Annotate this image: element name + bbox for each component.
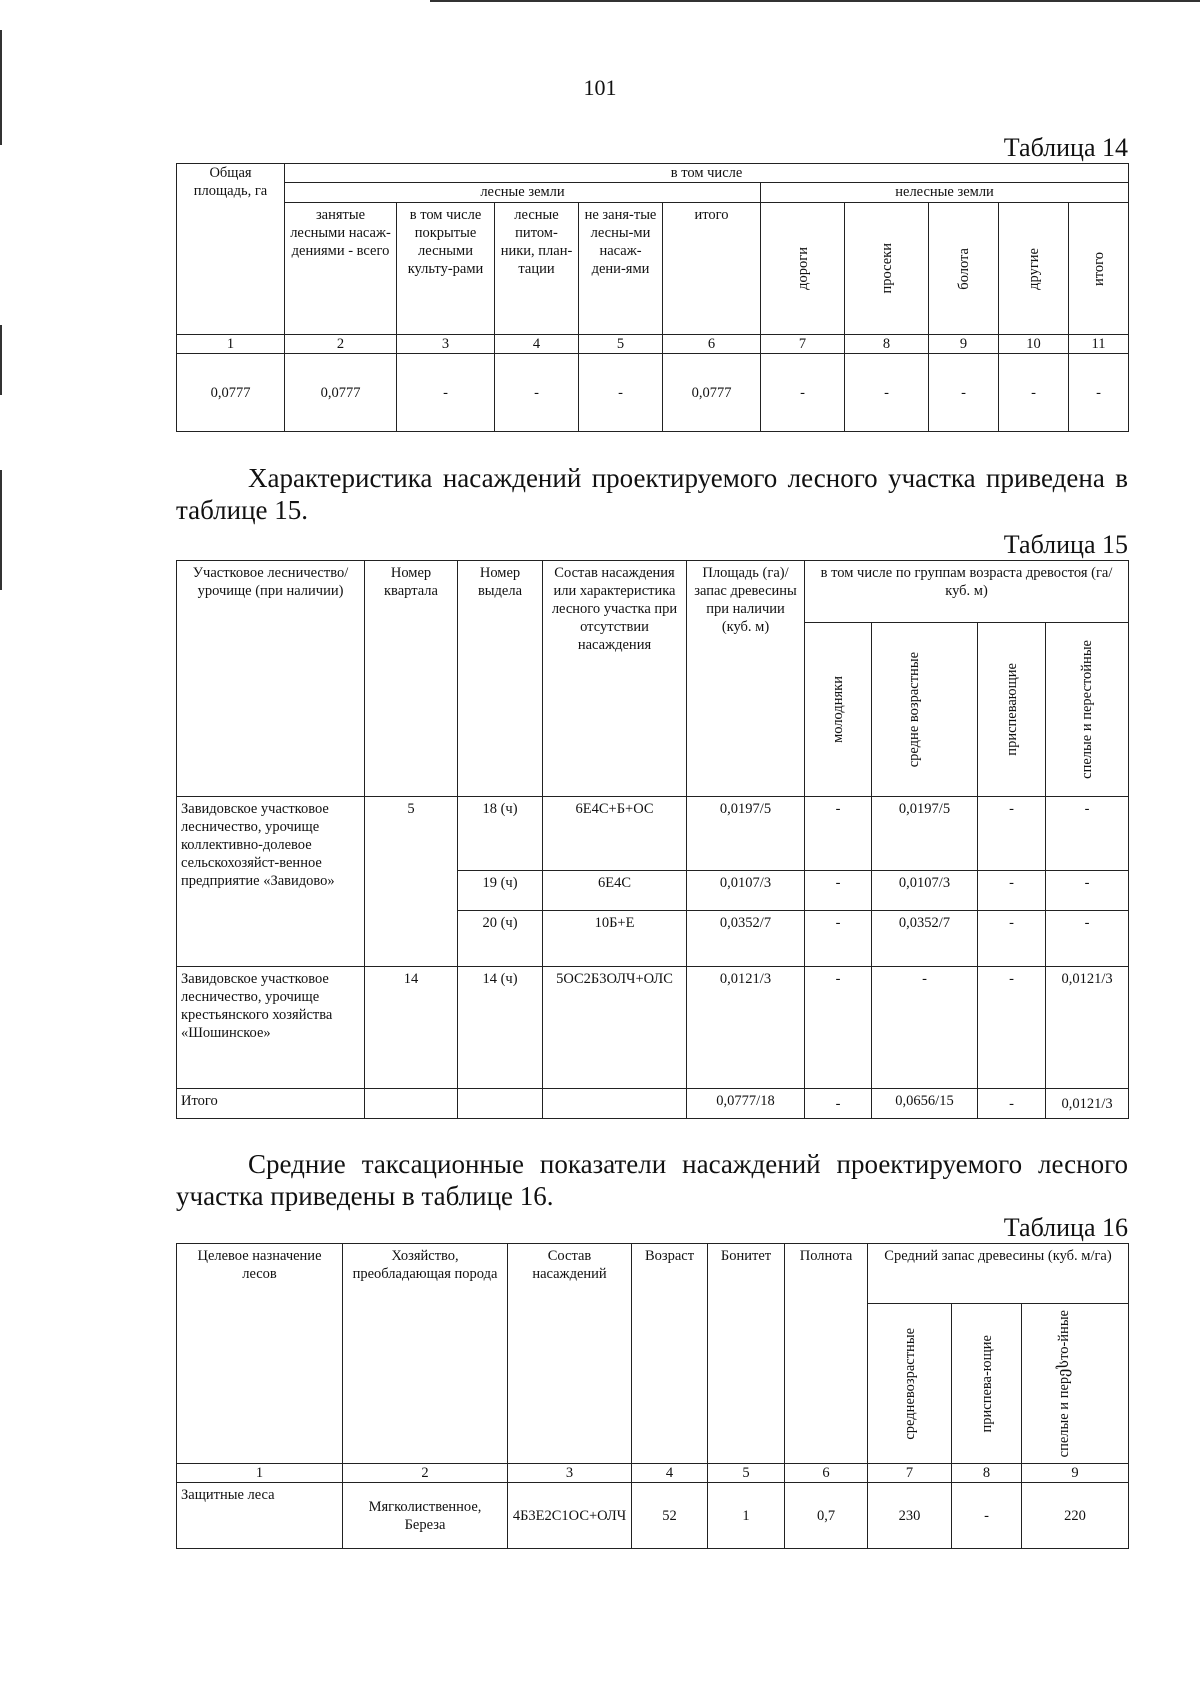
t14-cell: 0,0777: [177, 354, 285, 432]
t16-num: 5: [708, 1464, 785, 1483]
t14-h-col: [999, 203, 1069, 335]
t14-cell: -: [495, 354, 579, 432]
t14-num: 7: [761, 335, 845, 354]
t15-cell: -: [978, 797, 1046, 871]
t14-num: 9: [929, 335, 999, 354]
t15-cell: -: [805, 911, 872, 967]
t15-cell: 0,0107/3: [872, 871, 978, 911]
t15-cell: 20 (ч): [458, 911, 543, 967]
t15-cell: 0,0121/3: [687, 967, 805, 1089]
t15-h-quarter: Номер квартала: [365, 561, 458, 797]
t15-cell: 0,0197/5: [872, 797, 978, 871]
t16-h-bonitet: Бонитет: [708, 1244, 785, 1464]
t15-district-1: Завидовское участковое лесничество, урочище коллективно-долевое сельскохозяйст-венное предприятие «Завидово»: [177, 797, 365, 967]
t16-num: 7: [868, 1464, 952, 1483]
t15-h-plot: Номер выдела: [458, 561, 543, 797]
t16-h-age: Возраст: [632, 1244, 708, 1464]
t15-cell: 0,0352/7: [872, 911, 978, 967]
t15-quarter-2: 14: [365, 967, 458, 1089]
page-number: 101: [583, 75, 617, 100]
t15-total-cell: -: [805, 1089, 872, 1119]
t16-num: 3: [508, 1464, 632, 1483]
t15-cell: 0,0107/3: [687, 871, 805, 911]
t14-num: 2: [285, 335, 397, 354]
t15-h-group: [978, 623, 1046, 797]
t14-h-col-text: итого: [1090, 251, 1107, 286]
t14-h-nonforest: нелесные земли: [761, 183, 1129, 203]
t16-num: 8: [952, 1464, 1022, 1483]
t14-h-col: занятые лесными насаж-дениями - всего: [285, 203, 397, 335]
t14-h-col-text: другие: [1025, 247, 1042, 290]
t15-cell: -: [978, 911, 1046, 967]
t15-cell: 14 (ч): [458, 967, 543, 1089]
t16-h-purpose: Целевое назначение лесов: [177, 1244, 343, 1464]
t14-cell: -: [397, 354, 495, 432]
t16-num: 9: [1022, 1464, 1129, 1483]
t15-h-group: [805, 623, 872, 797]
t15-cell: -: [1046, 797, 1129, 871]
t14-num: 3: [397, 335, 495, 354]
t15-district-2: Завидовское участковое лесничество, урочище крестьянского хозяйства «Шошинское»: [177, 967, 365, 1089]
t16-cell: Мягколиственное, Береза: [343, 1483, 508, 1549]
t14-h-col: [1069, 203, 1129, 335]
t16-h-stock-col-text: средневозрастные: [901, 1327, 918, 1440]
t16-cell: 1: [708, 1483, 785, 1549]
paragraph-table-15-intro: Характеристика насаждений проектируемого лесного участка приведена в таблице 15.: [176, 463, 1128, 525]
t15-cell: -: [805, 967, 872, 1089]
scan-edge-mark: [0, 470, 2, 590]
t15-cell-empty: [543, 1089, 687, 1119]
t16-cell: 52: [632, 1483, 708, 1549]
scan-top-line: [430, 0, 1200, 2]
t14-num: 8: [845, 335, 929, 354]
t16-num: 4: [632, 1464, 708, 1483]
t14-h-col: лесные питом-ники, план-тации: [495, 203, 579, 335]
t14-num: 11: [1069, 335, 1129, 354]
t15-h-district: Участковое лесничество/урочище (при наличии): [177, 561, 365, 797]
t15-cell: -: [805, 797, 872, 871]
t15-cell: -: [978, 967, 1046, 1089]
t16-h-stock-col: [1022, 1304, 1129, 1464]
t16-cell: -: [952, 1483, 1022, 1549]
t15-total-cell: 0,0777/18: [687, 1089, 805, 1119]
t14-h-col: [845, 203, 929, 335]
t16-h-composition: Состав насаждений: [508, 1244, 632, 1464]
t15-cell: 6Е4С: [543, 871, 687, 911]
t14-num: 4: [495, 335, 579, 354]
paragraph-table-16-intro: Средние таксационные показатели насаждений проектируемого лесного участка приведены в таблице 16.: [176, 1149, 1128, 1211]
t14-num: 10: [999, 335, 1069, 354]
t16-cell: 4Б3Е2С1ОС+ОЛЧ: [508, 1483, 632, 1549]
t15-cell: 18 (ч): [458, 797, 543, 871]
t14-h-col: итого: [663, 203, 761, 335]
t15-cell: -: [1046, 911, 1129, 967]
t14-h-col-text: просеки: [878, 243, 895, 294]
t14-h-col: в том числе покрытые лесными культу-рами: [397, 203, 495, 335]
t15-cell: 6Е4С+Б+ОС: [543, 797, 687, 871]
t14-num: 6: [663, 335, 761, 354]
t15-h-group: [1046, 623, 1129, 797]
t15-cell: 0,0352/7: [687, 911, 805, 967]
t16-cell: 0,7: [785, 1483, 868, 1549]
t14-h-forest: лесные земли: [285, 183, 761, 203]
t16-h-stock-col: [952, 1304, 1022, 1464]
t14-h-col: [929, 203, 999, 335]
t15-cell: -: [978, 871, 1046, 911]
t14-cell: -: [1069, 354, 1129, 432]
table-15: [176, 560, 1129, 1119]
t15-cell-empty: [458, 1089, 543, 1119]
table-16: [176, 1243, 1129, 1549]
t15-h-group-text: спелые и перестойные: [1079, 640, 1096, 779]
t15-h-group: [872, 623, 978, 797]
t16-h-stock: Средний запас древесины (куб. м/га): [868, 1244, 1129, 1304]
t15-h-group-text: средне возрастные: [905, 651, 922, 768]
t16-h-stock-col-text: спелые и перესто-йные: [1056, 1309, 1072, 1458]
table-14: [176, 163, 1129, 432]
t14-cell: 0,0777: [285, 354, 397, 432]
t16-h-economy: Хозяйство, преобладающая порода: [343, 1244, 508, 1464]
t14-h-incl: в том числе: [285, 164, 1129, 183]
t15-total-cell: 0,0656/15: [872, 1089, 978, 1119]
t16-cell: 230: [868, 1483, 952, 1549]
t14-h-col: [761, 203, 845, 335]
t15-cell: 0,0197/5: [687, 797, 805, 871]
t14-h-col-text: дороги: [794, 247, 811, 290]
t14-num: 5: [579, 335, 663, 354]
t15-h-groups: в том числе по группам возраста древостоя (га/куб. м): [805, 561, 1129, 623]
scan-edge-mark: [0, 325, 2, 395]
t15-cell: -: [872, 967, 978, 1089]
t14-cell: -: [579, 354, 663, 432]
t16-h-stock-col: [868, 1304, 952, 1464]
table-14-caption: Таблица 14: [1003, 133, 1128, 162]
t15-cell: -: [805, 871, 872, 911]
t15-cell: 5ОС2Б3ОЛЧ+ОЛС: [543, 967, 687, 1089]
t14-cell: -: [845, 354, 929, 432]
t16-num: 2: [343, 1464, 508, 1483]
t15-total-label: Итого: [177, 1089, 365, 1119]
t15-total-cell: -: [978, 1089, 1046, 1119]
t14-h-total: Общая площадь, га: [177, 164, 285, 335]
t14-cell: -: [761, 354, 845, 432]
t14-h-col-text: болота: [955, 247, 972, 290]
t16-cell: 220: [1022, 1483, 1129, 1549]
table-15-caption: Таблица 15: [1003, 530, 1128, 559]
table-16-caption: Таблица 16: [1003, 1213, 1128, 1242]
t15-cell: 10Б+Е: [543, 911, 687, 967]
t16-num: 1: [177, 1464, 343, 1483]
t14-cell: -: [999, 354, 1069, 432]
t16-num: 6: [785, 1464, 868, 1483]
t16-h-stock-col-text: приспева-ющие: [978, 1334, 995, 1433]
t14-cell: -: [929, 354, 999, 432]
t15-cell: 19 (ч): [458, 871, 543, 911]
t14-num: 1: [177, 335, 285, 354]
t14-cell: 0,0777: [663, 354, 761, 432]
t16-cell: Защитные леса: [177, 1483, 343, 1549]
t15-cell-empty: [365, 1089, 458, 1119]
t15-h-group-text: молодняки: [830, 676, 846, 743]
t15-h-group-text: приспевающие: [1003, 663, 1020, 756]
t15-quarter-1: 5: [365, 797, 458, 967]
t15-h-area: Площадь (га)/запас древесины при наличии (куб. м): [687, 561, 805, 797]
t16-h-density: Полнота: [785, 1244, 868, 1464]
t15-cell: -: [1046, 871, 1129, 911]
t14-h-col: не заня-тые лесны-ми насаж-дени-ями: [579, 203, 663, 335]
t15-h-composition: Состав насаждения или характеристика лесного участка при отсутствии насаждения: [543, 561, 687, 797]
t15-total-cell: 0,0121/3: [1046, 1089, 1129, 1119]
t15-cell: 0,0121/3: [1046, 967, 1129, 1089]
